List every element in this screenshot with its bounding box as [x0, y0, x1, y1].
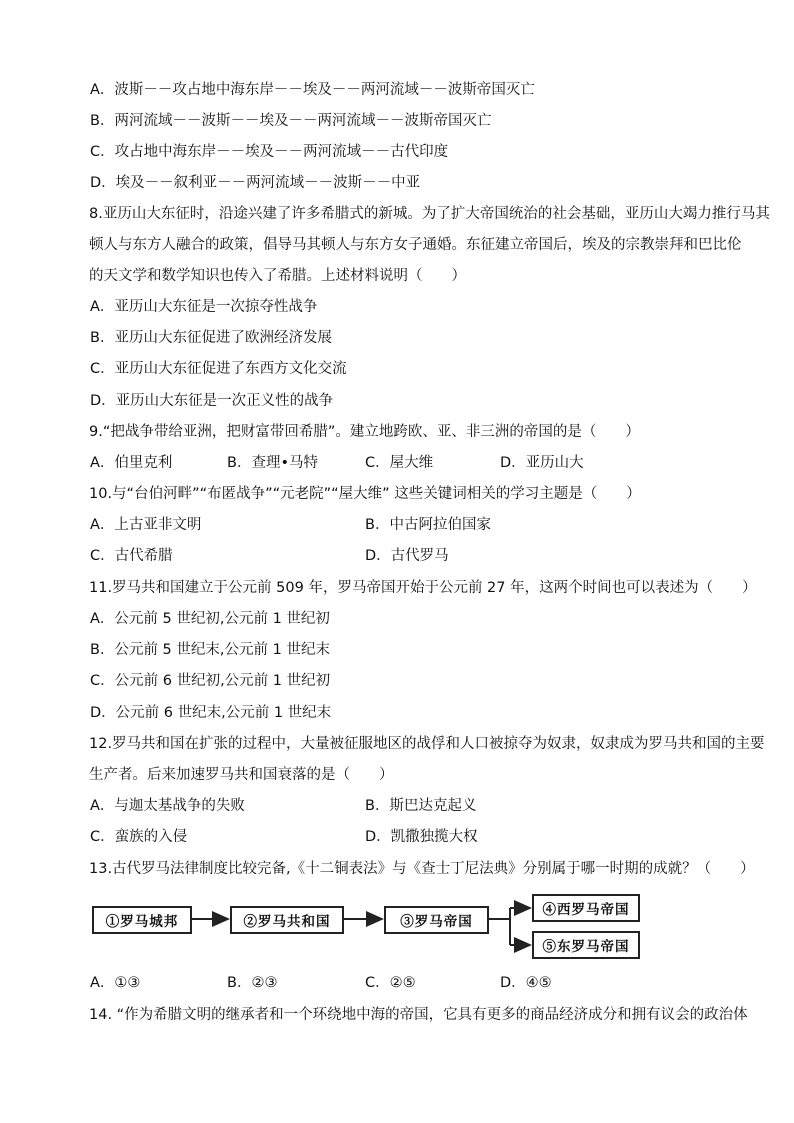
- q12-option-b: B．斯巴达克起义: [365, 798, 477, 814]
- q13-option-b: B．②③: [227, 975, 278, 991]
- q8-option-d: D．亚历山大东征是一次正义性的战争: [90, 393, 334, 409]
- q13-option-d: D．④⑤: [500, 975, 552, 991]
- q13-option-c: C．②⑤: [365, 975, 416, 991]
- q8-stem-line-2: 顿人与东方人融合的政策，倡导马其顿人与东方女子通婚。东征建立帝国后，埃及的宗教崇拜和巴比伦: [89, 237, 742, 253]
- flow-box-5: ⑤东罗马帝国: [532, 931, 640, 959]
- q12-option-a: A．与迦太基战争的失败: [90, 798, 245, 814]
- q9-option-d: D．亚历山大: [500, 455, 584, 471]
- q13-option-a: A．①③: [90, 975, 141, 991]
- q14-stem: 14. “作为希腊文明的继承者和一个环绕地中海的帝国，它具有更多的商品经济成分和拥有议会的政治体: [89, 1007, 748, 1023]
- q9-option-a: A．伯里克利: [90, 455, 173, 471]
- q11-option-a: A．公元前 5 世纪初,公元前 1 世纪初: [90, 611, 330, 627]
- q10-stem: 10.与“台伯河畔”“布匿战争”“元老院”“屋大维” 这些关键词相关的学习主题是（ ）: [89, 486, 641, 502]
- q7-option-b: B．两河流域－－波斯－－埃及－－两河流域－－波斯帝国灭亡: [90, 113, 492, 129]
- q7-option-c: C．攻占地中海东岸－－埃及－－两河流域－－古代印度: [90, 144, 449, 160]
- q11-option-c: C．公元前 6 世纪初,公元前 1 世纪初: [90, 673, 331, 689]
- q13-stem: 13.古代罗马法律制度比较完备,《十二铜表法》与《查士丁尼法典》分别属于哪一时期的成就？（ ）: [89, 861, 755, 877]
- q8-option-a: A．亚历山大东征是一次掠夺性战争: [90, 299, 318, 315]
- q10-option-d: D．古代罗马: [365, 548, 449, 564]
- q11-option-d: D．公元前 6 世纪末,公元前 1 世纪末: [90, 705, 332, 721]
- q10-option-b: B．中古阿拉伯国家: [365, 517, 491, 533]
- q13-flow-diagram: [92, 892, 652, 964]
- q11-option-b: B．公元前 5 世纪末,公元前 1 世纪末: [90, 642, 330, 658]
- q9-option-c: C．屋大维: [365, 455, 434, 471]
- flow-box-3: ③罗马帝国: [384, 906, 489, 934]
- q11-stem: 11.罗马共和国建立于公元前 509 年，罗马帝国开始于公元前 27 年，这两个时间也可以表述为（ ）: [89, 580, 757, 596]
- q12-option-d: D．凯撒独揽大权: [365, 829, 478, 845]
- q7-option-a: A．波斯－－攻占地中海东岸－－埃及－－两河流域－－波斯帝国灭亡: [90, 82, 535, 98]
- q12-stem-line-2: 生产者。后来加速罗马共和国衰落的是（ ）: [89, 767, 394, 783]
- q8-option-b: B．亚历山大东征促进了欧洲经济发展: [90, 330, 332, 346]
- flow-box-4: ④西罗马帝国: [532, 894, 640, 922]
- q8-stem-line-1: 8.亚历山大东征时，沿途兴建了许多希腊式的新城。为了扩大帝国统治的社会基础，亚历山大竭力推行马其: [89, 206, 770, 222]
- flow-box-1: ①罗马城邦: [92, 906, 192, 934]
- q10-option-a: A．上古亚非文明: [90, 517, 202, 533]
- q8-option-c: C．亚历山大东征促进了东西方文化交流: [90, 361, 347, 377]
- q12-option-c: C．蛮族的入侵: [90, 829, 188, 845]
- q7-option-d: D．埃及－－叙利亚－－两河流域－－波斯－－中亚: [90, 175, 421, 191]
- q9-option-b: B．查理•马特: [227, 455, 318, 471]
- flow-box-2: ②罗马共和国: [230, 906, 344, 934]
- q12-stem-line-1: 12.罗马共和国在扩张的过程中，大量被征服地区的战俘和人口被掠夺为奴隶，奴隶成为罗马共和国的主要: [89, 736, 765, 752]
- q10-option-c: C．古代希腊: [90, 548, 173, 564]
- q8-stem-line-3: 的天文学和数学知识也传入了希腊。上述材料说明（ ）: [89, 268, 466, 284]
- q9-stem: 9.“把战争带给亚洲，把财富带回希腊”。建立地跨欧、亚、非三洲的帝国的是（ ）: [89, 424, 640, 440]
